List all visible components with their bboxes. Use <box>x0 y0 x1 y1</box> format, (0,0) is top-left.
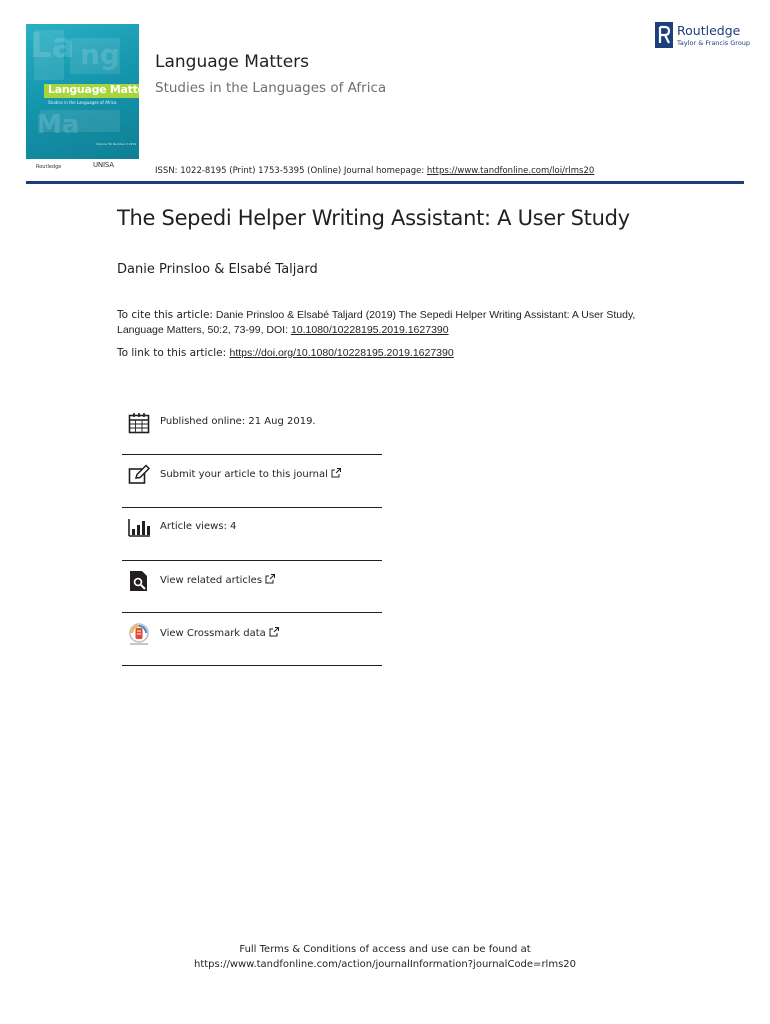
journal-subtitle: Studies in the Languages of Africa <box>155 80 387 96</box>
article-link-label: To link to this article: <box>117 347 230 359</box>
info-divider <box>122 560 382 561</box>
cover-university-logo: UNISA <box>93 161 114 169</box>
info-published <box>122 412 382 452</box>
publisher-name: Routledge <box>677 23 741 38</box>
header-divider <box>26 181 744 184</box>
external-link-icon <box>331 468 341 478</box>
info-divider <box>122 507 382 508</box>
submit-article-link[interactable]: Submit your article to this journal <box>160 468 341 480</box>
article-link-block <box>117 347 677 359</box>
external-link-icon <box>265 574 275 584</box>
footer-terms-text: Full Terms & Conditions of access and use can be found at <box>239 944 531 955</box>
terms-footer <box>0 942 770 972</box>
article-doi-url[interactable]: https://doi.org/10.1080/10228195.2019.1627390 <box>229 347 454 359</box>
info-divider <box>122 454 382 455</box>
bar-chart-icon <box>128 517 150 539</box>
crossmark-link[interactable]: View Crossmark data <box>160 627 279 639</box>
published-date: Published online: 21 Aug 2019. <box>160 416 316 427</box>
cover-title: Language Matters <box>48 83 157 96</box>
citation-text: Danie Prinsloo & Elsabé Taljard (2019) The Sepedi Helper Writing Assistant: A User Study, Language Matters, 50:2, 73-99, DOI: <box>117 309 636 336</box>
citation-label: To cite this article: <box>117 309 213 321</box>
journal-cover <box>26 24 157 176</box>
search-document-icon <box>128 570 150 592</box>
crossmark-icon <box>128 623 150 645</box>
routledge-logo <box>655 22 750 52</box>
info-related-articles[interactable] <box>122 570 382 610</box>
article-views-count: Article views: 4 <box>160 521 237 532</box>
citation-block <box>117 308 677 338</box>
calendar-icon <box>128 412 150 434</box>
external-link-icon <box>269 627 279 637</box>
info-divider <box>122 665 382 666</box>
info-crossmark[interactable] <box>122 623 382 663</box>
info-divider <box>122 612 382 613</box>
journal-title: Language Matters <box>155 52 310 72</box>
issn-line <box>155 166 594 176</box>
cover-artwork: La ng Ma Language Matters Studies in the Languages of Africa Volume 50 Number 2 2019 <box>26 24 139 159</box>
cover-subtitle: Studies in the Languages of Africa <box>48 100 117 105</box>
info-article-views <box>122 517 382 557</box>
publisher-group: Taylor & Francis Group <box>677 39 751 47</box>
related-articles-link[interactable]: View related articles <box>160 574 275 586</box>
footer-terms-url[interactable]: https://www.tandfonline.com/action/journalInformation?journalCode=rlms20 <box>193 959 577 970</box>
article-authors: Danie Prinsloo & Elsabé Taljard <box>117 262 318 277</box>
cover-volume: Volume 50 Number 2 2019 <box>96 142 137 146</box>
doi-link[interactable]: 10.1080/10228195.2019.1627390 <box>290 324 449 336</box>
edit-icon <box>128 464 150 486</box>
routledge-logo-icon <box>655 22 673 48</box>
cover-publisher: Routledge <box>36 164 62 170</box>
journal-homepage-link[interactable]: https://www.tandfonline.com/loi/rlms20 <box>426 166 595 176</box>
issn-text: ISSN: 1022-8195 (Print) 1753-5395 (Online) Journal homepage: <box>155 166 427 176</box>
article-title: The Sepedi Helper Writing Assistant: A User Study <box>117 206 630 230</box>
info-submit-article[interactable] <box>122 464 382 504</box>
